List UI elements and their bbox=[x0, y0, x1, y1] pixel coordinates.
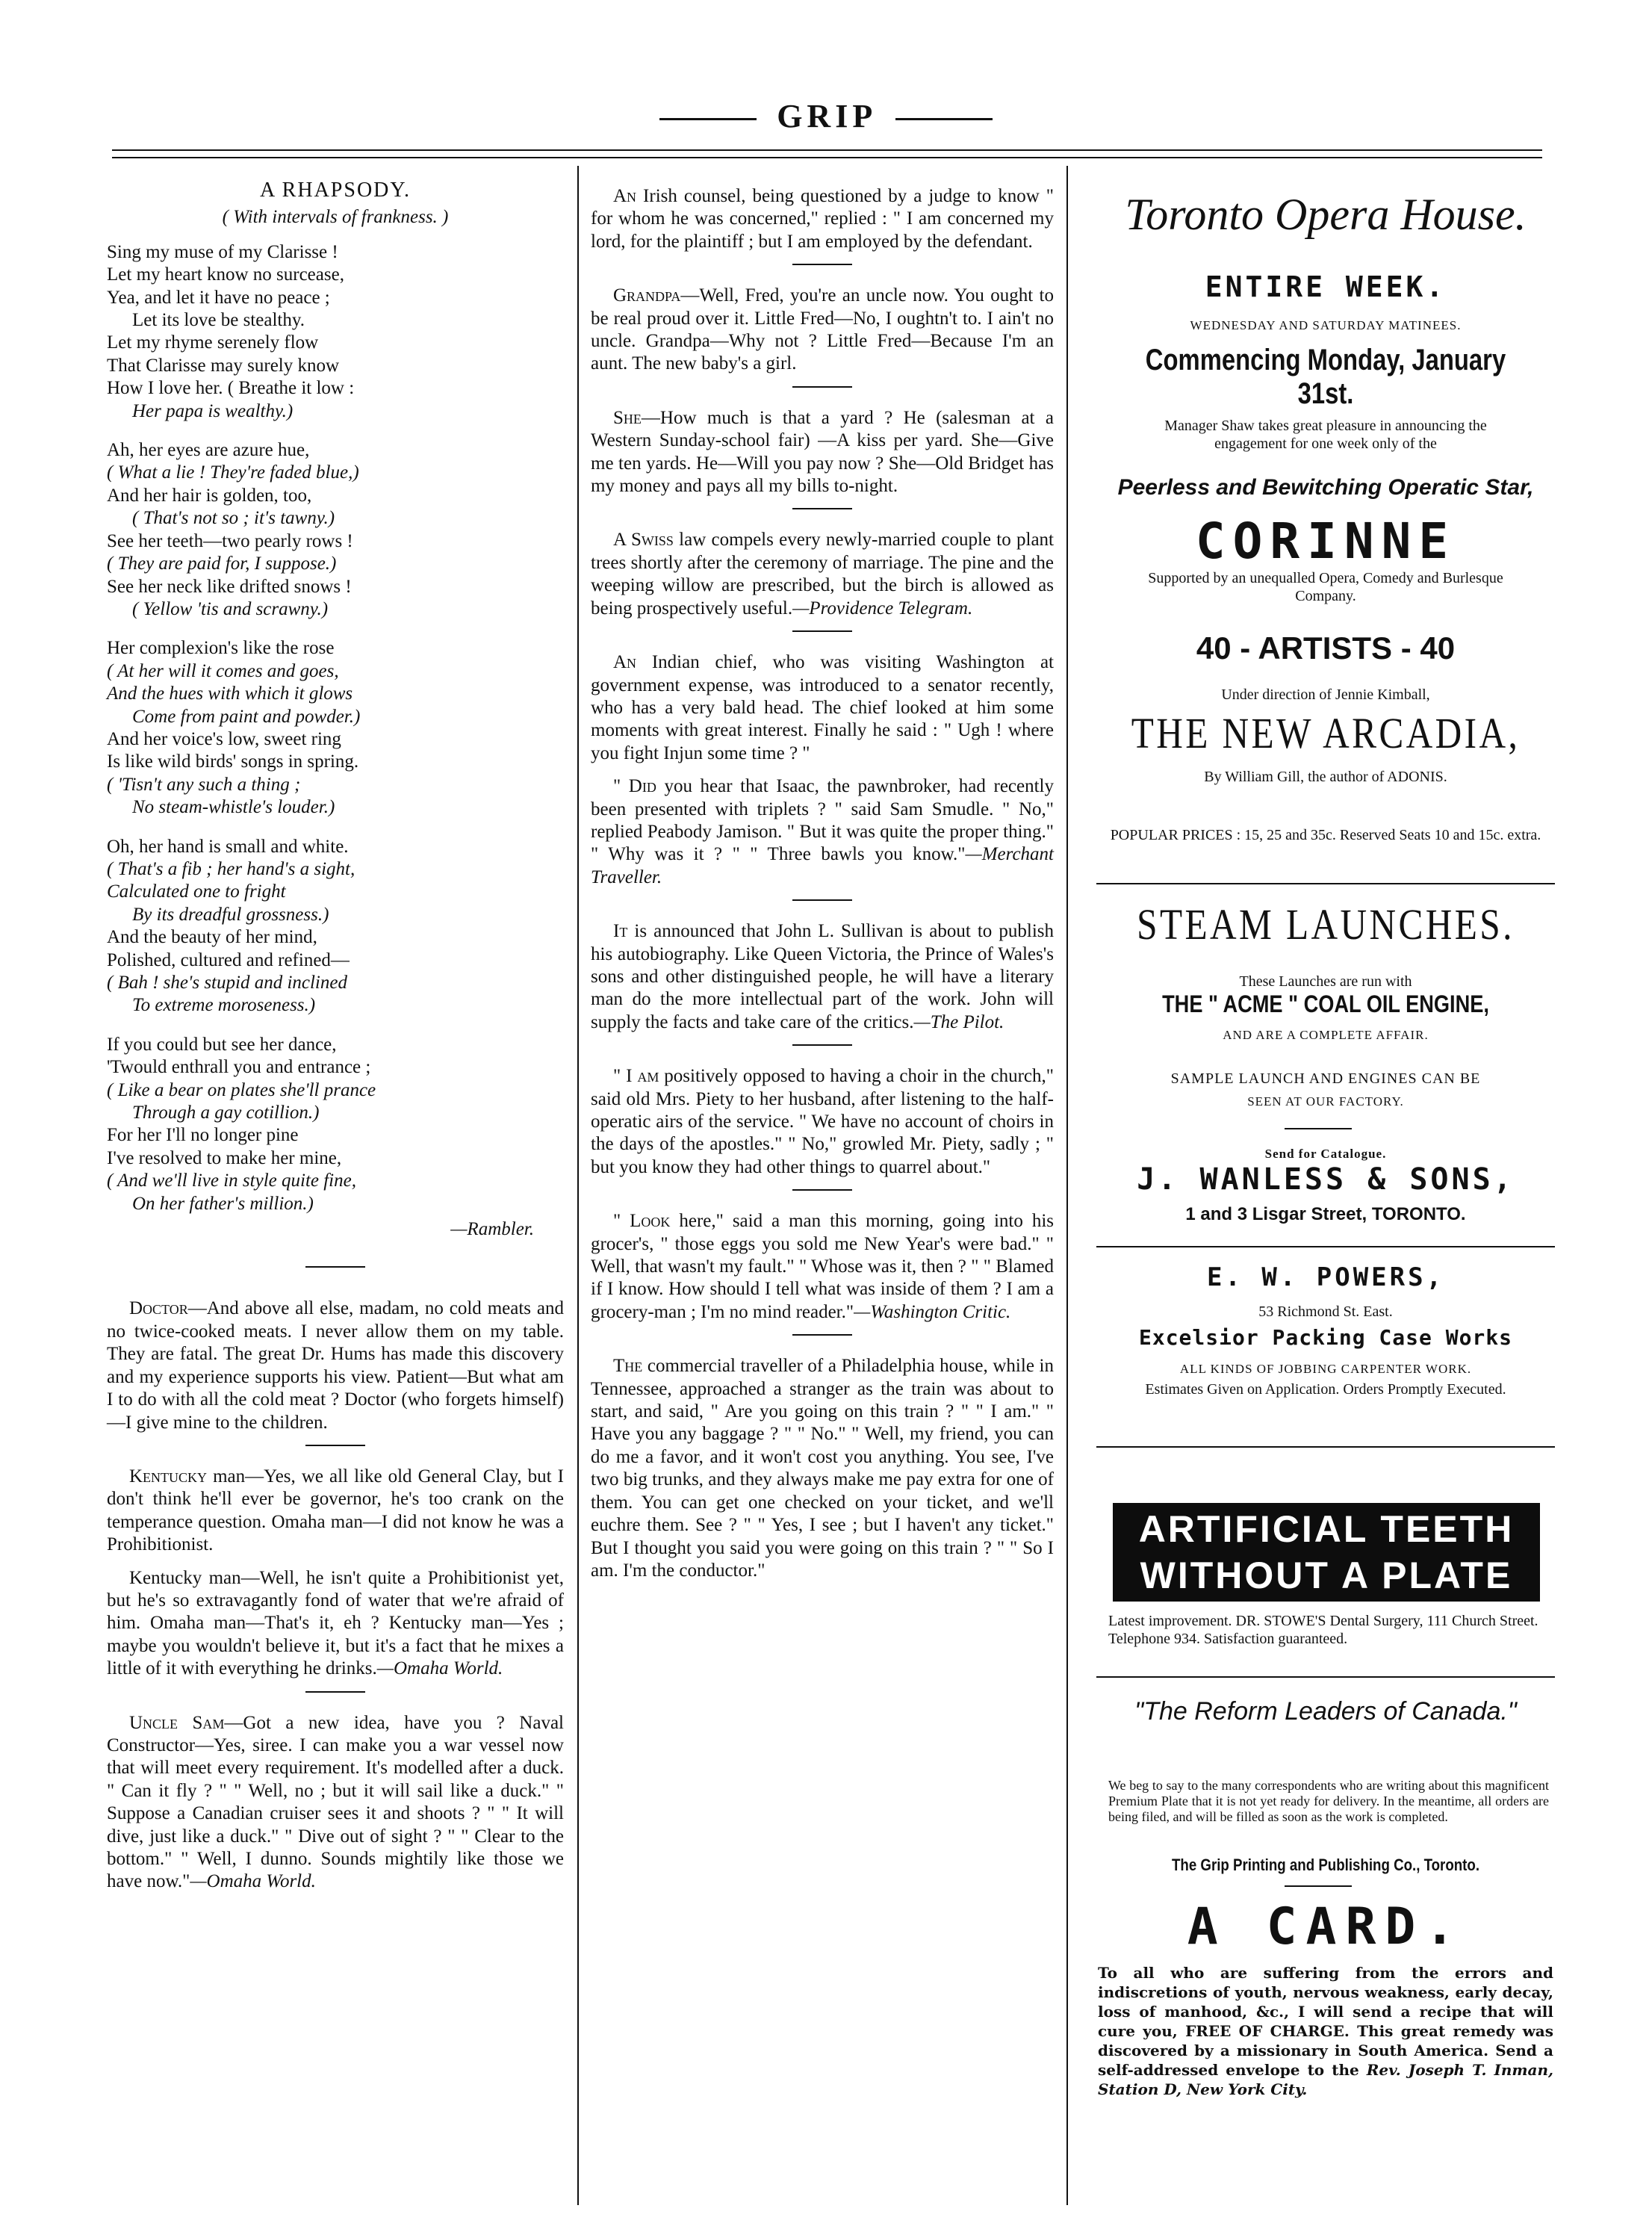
paragraph: A Swiss law compels every newly-married couple to plant trees shortly after the ceremony of marriage. The pine and the weeping willow are prescribed, but the birch is allowed as being prospectively useful.—Providence Telegram. bbox=[591, 530, 1054, 619]
poem-line: ( They are paid for, I suppose.) bbox=[107, 554, 337, 574]
poem-line: Let my heart know no surcease, bbox=[107, 264, 344, 285]
poem-line: If you could but see her dance, bbox=[107, 1034, 337, 1055]
powers-estimates: Estimates Given on Application. Orders Promptly Executed. bbox=[1145, 1381, 1506, 1398]
separator-rule bbox=[792, 630, 852, 632]
paragraph: Doctor—And above all else, madam, no cold meats and no twice-cooked meats. I never allow them on my table. They are fatal. The great Dr. Hums has made this discovery and my experience supports his view. Patient—But what am I to do with all the cold meat ? Doctor (who forgets himself)—I give mine to the children. bbox=[107, 1298, 564, 1433]
prices-line: POPULAR PRICES : 15, 25 and 35c. Reserved Seats 10 and 15c. extra. bbox=[1110, 827, 1541, 843]
poem-line: ( Like a bear on plates she'll prance bbox=[107, 1079, 376, 1100]
separator-rule bbox=[305, 1691, 365, 1693]
poem-line: And the hues with which it glows bbox=[107, 683, 353, 704]
paragraph: Uncle Sam—Got a new idea, have you ? Naval Constructor—Yes, siree. I can make you a war vessel now that will meet every requirement. It's modelled after a duck. " Can it fly ? " " Well, no ; but it will sail like a duck." " Suppose a Canadian cruiser sees it and shoots ? " " It will dive, just like a duck." " Dive out of sight ? " " Clear to the bottom." " Well, I dunno. Sounds mightily like those we have now."—Omaha World. bbox=[107, 1712, 564, 1892]
poem-line: For her I'll no longer pine bbox=[107, 1125, 299, 1146]
firm-name: J. WANLESS & SONS, bbox=[1137, 1162, 1515, 1197]
poem-line: Through a gay cotillion.) bbox=[132, 1103, 320, 1123]
ad-divider bbox=[1096, 1676, 1555, 1678]
column-1 bbox=[107, 179, 564, 1904]
separator-rule bbox=[792, 1334, 852, 1336]
paragraph: An Indian chief, who was visiting Washington at government expense, was introduced to a senator recently, who has a very bald head. The chief looked at him some moments with great interest. Finally he said : " Ugh ! where you fight Injun some time ? " bbox=[591, 652, 1054, 763]
separator-rule bbox=[305, 1445, 365, 1446]
paragraph: " Look here," said a man this morning, going into his grocer's, " those eggs you sold me New Year's were bad." " Well, that wasn't my fault." " Whose was it, then ? " " Blamed if I know. How should I tell what was inside of them ? I am a grocery-man ; I'm no mind reader."—Washington Critic. bbox=[591, 1211, 1054, 1322]
ad-divider bbox=[1096, 1246, 1555, 1247]
header-rule-bottom bbox=[112, 157, 1542, 158]
teeth-line-1: ARTIFICIAL TEETH bbox=[1138, 1508, 1515, 1550]
commencing-date: Commencing Monday, January 31st. bbox=[1145, 344, 1506, 410]
short-rule bbox=[1285, 1885, 1352, 1887]
poem-line: I've resolved to make her mine, bbox=[107, 1147, 342, 1168]
poem-line: By its dreadful grossness.) bbox=[132, 904, 329, 925]
poem-line: ( At her will it comes and goes, bbox=[107, 660, 339, 681]
poem-line: How I love her. ( Breathe it low : bbox=[107, 378, 355, 399]
separator-rule bbox=[792, 386, 852, 388]
poem-line: ( And we'll live in style quite fine, bbox=[107, 1171, 356, 1191]
poem-line: Is like wild birds' songs in spring. bbox=[107, 751, 359, 772]
poem-line: See her teeth—two pearly rows ! bbox=[107, 530, 353, 551]
opera-house-title: Toronto Opera House. bbox=[1125, 190, 1527, 239]
card-signature: Rev. Joseph T. Inman, Station D, New York City. bbox=[1098, 2061, 1553, 2098]
short-rule bbox=[1285, 1128, 1352, 1129]
artists-count: 40 - ARTISTS - 40 bbox=[1196, 630, 1456, 666]
peerless-line: Peerless and Bewitching Operatic Star, bbox=[1117, 475, 1534, 500]
entire-week-heading: ENTIRE WEEK. bbox=[1205, 270, 1447, 303]
poem-line: ( Yellow 'tis and scrawny.) bbox=[132, 598, 329, 619]
poem-stanza bbox=[107, 637, 564, 819]
separator-rule bbox=[792, 899, 852, 901]
poem-line: Ah, her eyes are azure hue, bbox=[107, 440, 310, 461]
paragraph: Grandpa—Well, Fred, you're an uncle now. You ought to be real proud over it. Little Fred—No, I oughtn't to. I ain't no uncle. Grandpa—Why not ? Little Fred—Because I'm an aunt. The new baby's a girl. bbox=[591, 285, 1054, 374]
masthead-rule-left bbox=[659, 118, 757, 120]
poem-stanza bbox=[107, 241, 564, 423]
poem-line: See her neck like drifted snows ! bbox=[107, 576, 352, 597]
catalogue-line: Send for Catalogue. bbox=[1264, 1147, 1387, 1161]
powers-kinds: ALL KINDS OF JOBBING CARPENTER WORK. bbox=[1179, 1362, 1472, 1376]
poem-line: Calculated one to fright bbox=[107, 881, 286, 902]
poem-line: Let its love be stealthy. bbox=[132, 310, 305, 331]
reform-title: "The Reform Leaders of Canada." bbox=[1134, 1697, 1517, 1726]
column-divider-2 bbox=[1066, 166, 1068, 2205]
poem-signature: —Rambler. bbox=[450, 1219, 534, 1240]
poem-line: ( What a lie ! They're faded blue,) bbox=[107, 462, 359, 483]
paragraph: Kentucky man—Yes, we all like old General Clay, but I don't think he'll ever be governor, he's too crank on the temperance question. Omaha man—I did not know he was a Prohibitionist. bbox=[107, 1466, 564, 1555]
poem-line: Let my rhyme serenely flow bbox=[107, 332, 319, 353]
masthead-rule-right bbox=[895, 118, 993, 120]
poem-line: And the beauty of her mind, bbox=[107, 927, 317, 948]
ad-divider bbox=[1096, 883, 1555, 884]
paragraph: " Did you hear that Isaac, the pawnbroker, had recently been presented with triplets ? " said Sam Smudle. " No," replied Peabody Jamison. " But it was quite the proper thing." " Why was it ? " " Three bawls you know."—Merchant Traveller. bbox=[591, 776, 1054, 887]
poem-title: A RHAPSODY. bbox=[260, 179, 411, 202]
separator-rule bbox=[792, 1044, 852, 1046]
poem-line: ( That's a fib ; her hand's a sight, bbox=[107, 858, 355, 879]
powers-name: E. W. POWERS, bbox=[1206, 1262, 1445, 1292]
poem-line: No steam-whistle's louder.) bbox=[132, 797, 335, 818]
poem-line: Yea, and let it have no peace ; bbox=[107, 287, 330, 308]
direction-line: Under direction of Jennie Kimball, bbox=[1221, 686, 1430, 703]
powers-works: Excelsior Packing Case Works bbox=[1138, 1325, 1512, 1350]
star-name: CORINNE bbox=[1195, 512, 1456, 570]
reform-text: We beg to say to the many correspondents who are writing about this magnificent Premium Plate that it is not yet ready for delivery. In the meantime, all orders are being filed, and will be filled as soon as the work is completed. bbox=[1108, 1778, 1549, 1824]
poem-stanza bbox=[107, 439, 564, 621]
show-title: THE NEW ARCADIA, bbox=[1131, 709, 1521, 757]
poem-line: Polished, cultured and refined— bbox=[107, 949, 350, 970]
poem-line: Her papa is wealthy.) bbox=[132, 400, 294, 421]
manager-announcement: Manager Shaw takes great pleasure in announcing the engagement for one week only of the bbox=[1164, 418, 1487, 452]
factory-line: SEEN AT OUR FACTORY. bbox=[1247, 1094, 1404, 1109]
paragraph: Kentucky man—Well, he isn't quite a Prohibitionist yet, but he's so extravagantly fond of water that we're afraid of him. Omaha man—That's it, eh ? Kentucky man—Yes ; maybe you wouldn't believe it, but it's a fact that he mixes a little of it with everything he drinks.—Omaha World. bbox=[107, 1567, 564, 1679]
paragraph: The commercial traveller of a Philadelphia house, while in Tennessee, approached a stranger as the train was about to start, and said, " Are you going on this train ? " " I am." " Have you any baggage ? " " No." " Well, my friend, you can do me a favor, and it won't cost you anything. You see, I've two big trunks, and they always make me pay extra for one of them. You can get one checked on your ticket, and we'll euchre them. See ? " " Yes, I see ; but I haven't any ticket." But I thought you said you were going on this train ? " " So I am. I'm the conductor." bbox=[591, 1356, 1054, 1581]
card-text: To all who are suffering from the errors and indiscretions of youth, nervous weakness, early decay, loss of manhood, &c., I will send a recipe that will cure you, FREE OF CHARGE. This great remedy was discovered by a missionary in South America. Send a self-addressed envelope to the Rev. Joseph T. Inman, Station D, New York City. bbox=[1098, 1964, 1553, 2098]
matinees-line: WEDNESDAY AND SATURDAY MATINEES. bbox=[1190, 318, 1462, 332]
column-2 bbox=[591, 185, 1054, 1593]
launches-title: STEAM LAUNCHES. bbox=[1137, 900, 1515, 949]
poem-line: ( That's not so ; it's tawny.) bbox=[132, 508, 335, 529]
column-divider-1 bbox=[577, 166, 579, 2205]
poem-stanza bbox=[107, 1034, 564, 1215]
poem-line: Her complexion's like the rose bbox=[107, 638, 335, 659]
paragraph: She—How much is that a yard ? He (salesman at a Western Sunday-school fair) —A kiss per yard. She—Give me ten yards. He—Will you pay now ? She—Old Bridget has my money and pays all my bills to-night. bbox=[591, 407, 1054, 497]
masthead bbox=[0, 97, 1652, 135]
poem-line: That Clarisse may surely know bbox=[107, 355, 340, 376]
masthead-title: GRIP bbox=[777, 98, 875, 134]
dental-details: Latest improvement. DR. STOWE'S Dental Surgery, 111 Church Street. Telephone 934. Satisfaction guaranteed. bbox=[1108, 1613, 1538, 1647]
paragraph: An Irish counsel, being questioned by a judge to know " for whom he was concerned," replied : " I am concerned my lord, for the plaintiff ; but I am employed by the defendant. bbox=[591, 186, 1054, 252]
ad-divider bbox=[1096, 1446, 1555, 1448]
powers-street: 53 Richmond St. East. bbox=[1258, 1303, 1393, 1320]
poem-line: ( Bah ! she's stupid and inclined bbox=[107, 973, 347, 993]
grip-company: The Grip Printing and Publishing Co., Toronto. bbox=[1171, 1856, 1480, 1874]
poem-stanza bbox=[107, 836, 564, 1017]
poem-line: To extreme moroseness.) bbox=[132, 995, 316, 1016]
poem-line: Come from paint and powder.) bbox=[132, 706, 361, 727]
sample-launch: SAMPLE LAUNCH AND ENGINES CAN BE bbox=[1170, 1070, 1481, 1087]
complete-affair: AND ARE A COMPLETE AFFAIR. bbox=[1223, 1028, 1429, 1042]
author-line: By William Gill, the author of ADONIS. bbox=[1204, 769, 1447, 785]
poem-line: Oh, her hand is small and white. bbox=[107, 836, 349, 857]
poem-subtitle: ( With intervals of frankness. ) bbox=[222, 207, 449, 228]
poem-line: ( 'Tisn't any such a thing ; bbox=[107, 774, 301, 795]
poem-line: Sing my muse of my Clarisse ! bbox=[107, 241, 338, 262]
teeth-line-2: WITHOUT A PLATE bbox=[1140, 1554, 1513, 1596]
artificial-teeth-banner bbox=[1113, 1503, 1540, 1602]
poem-line: On her father's million.) bbox=[132, 1193, 314, 1214]
separator-rule bbox=[792, 264, 852, 265]
card-title: A CARD. bbox=[1187, 1897, 1465, 1956]
separator-rule bbox=[305, 1266, 365, 1268]
firm-address: 1 and 3 Lisgar Street, TORONTO. bbox=[1185, 1204, 1466, 1224]
paragraph: " I am positively opposed to having a choir in the church," said old Mrs. Piety to her husband, after listening to the half-operatic airs of the service. " We have no account of choirs in the days of the apostles." " No," growled Mr. Piety, sadly ; " but you know they had other things to quarrel about." bbox=[591, 1066, 1054, 1177]
paragraph: It is announced that John L. Sullivan is about to publish his autobiography. Like Queen Victoria, the Prince of Wales's sons and other distinguished people, he will have a literary man do the more intellectual part of the work. John will supply the facts and take care of the critics.—The Pilot. bbox=[591, 921, 1054, 1032]
separator-rule bbox=[792, 508, 852, 509]
poem-line: 'Twould enthrall you and entrance ; bbox=[107, 1057, 371, 1078]
launches-run-with: These Launches are run with bbox=[1239, 973, 1412, 990]
poem-line: And her hair is golden, too, bbox=[107, 485, 312, 506]
header-rule-top bbox=[112, 149, 1542, 151]
supported-line: Supported by an unequalled Opera, Comedy and Burlesque Company. bbox=[1148, 570, 1503, 604]
separator-rule bbox=[792, 1189, 852, 1191]
poem-line: And her voice's low, sweet ring bbox=[107, 728, 341, 749]
engine-name: THE " ACME " COAL OIL ENGINE, bbox=[1162, 991, 1489, 1017]
